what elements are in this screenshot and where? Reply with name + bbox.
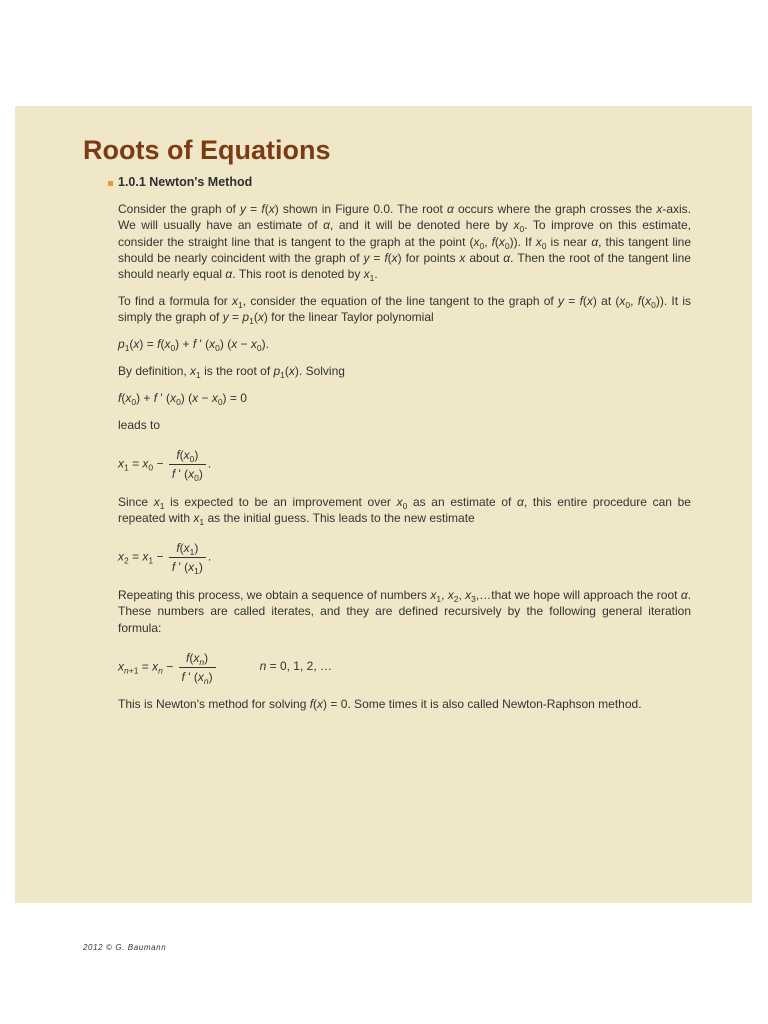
math-variable: x <box>193 511 200 526</box>
math-variable: x <box>188 560 195 575</box>
text-run: By definition, <box>118 364 191 379</box>
text-run: ) at ( <box>592 294 620 309</box>
text-run: ( <box>313 697 318 712</box>
text-run: is the root of <box>200 364 274 379</box>
section-body <box>118 201 691 723</box>
square-bullet-icon <box>108 181 113 186</box>
subscript: 0 <box>176 397 181 408</box>
math-variable: α <box>323 218 330 233</box>
math-variable: n <box>259 659 267 674</box>
math-variable: x <box>118 457 124 472</box>
subscript: 3 <box>471 594 476 605</box>
display-equation <box>118 537 691 576</box>
text-run: = <box>128 457 143 472</box>
text-run: This is Newton's method for solving <box>118 697 310 712</box>
text-run: − <box>162 659 177 674</box>
math-variable: x <box>231 337 238 352</box>
math-variable: p <box>242 310 250 325</box>
subscript: 1 <box>124 343 130 354</box>
subscript: 2 <box>453 594 459 605</box>
page-title: Roots of Equations <box>83 135 331 165</box>
text-run: ( <box>494 234 499 249</box>
math-variable: x <box>197 669 204 684</box>
subscript: 1 <box>189 547 195 558</box>
text-run: ) + <box>136 391 154 406</box>
text-run: ) <box>198 467 203 482</box>
text-run: leads to <box>118 418 161 433</box>
text-run: Since <box>118 495 154 510</box>
text-run: ) <box>204 650 209 665</box>
math-variable: y <box>222 310 229 325</box>
text-run: ) <box>208 669 213 684</box>
fraction-denominator <box>179 668 216 684</box>
text-run: ) <box>198 560 203 575</box>
notebook-section-panel <box>15 106 752 903</box>
subscript: 0 <box>194 473 199 484</box>
math-variable: p <box>273 364 281 379</box>
text-run: ( <box>253 310 258 325</box>
subscript: +1 <box>128 665 139 676</box>
math-variable: x <box>391 250 398 265</box>
math-variable-subscript: n <box>203 675 209 686</box>
math-variable: f <box>176 448 180 463</box>
fraction-numerator <box>169 448 206 465</box>
text-run: − <box>237 337 251 352</box>
text-run: ( <box>129 337 134 352</box>
display-equation <box>118 444 691 483</box>
math-variable: p <box>118 337 125 352</box>
subscript: 0 <box>625 300 631 311</box>
math-variable: x <box>447 588 454 603</box>
math-variable: x <box>152 659 159 674</box>
subscript: 0 <box>541 240 547 251</box>
text-run: occurs where the graph crosses the <box>453 202 657 216</box>
math-variable: α <box>446 202 454 216</box>
body-paragraph <box>118 293 691 326</box>
math-variable: x <box>586 294 593 309</box>
math-variable: y <box>240 202 247 216</box>
section-heading <box>108 175 408 190</box>
text-run: To find a formula for <box>118 294 232 309</box>
math-variable: f <box>118 391 122 406</box>
subscript: 0 <box>170 343 176 354</box>
text-run: , <box>630 294 638 309</box>
fraction-numerator <box>179 651 216 668</box>
math-variable: f <box>309 697 314 712</box>
text-run: ) = 0 <box>222 391 247 406</box>
math-variable: f <box>579 294 583 309</box>
body-paragraph <box>118 587 691 636</box>
math-variable: x <box>513 218 520 233</box>
fraction-denominator <box>169 465 206 484</box>
subscript: 0 <box>131 397 137 408</box>
subscript: 0 <box>479 240 485 251</box>
text-run: . These numbers are called iterates, and they are defined recursively by the following general iteration formula: <box>118 588 691 635</box>
text-run: ( <box>121 391 126 406</box>
text-run: . To improve on this estimate, consider the straight line that is tangent to the graph at the point ( <box>118 218 691 249</box>
body-paragraph <box>118 201 691 282</box>
text-run: ) ( <box>219 337 232 352</box>
subscript: 1 <box>159 501 165 512</box>
fraction <box>179 651 216 684</box>
body-paragraph <box>118 494 691 527</box>
text-run: . This root is denoted by <box>232 267 364 282</box>
math-variable: f <box>261 202 265 216</box>
text-run: − <box>198 391 212 406</box>
math-variable: x <box>142 550 149 565</box>
display-equation <box>118 390 691 406</box>
subscript: 1 <box>280 370 285 381</box>
text-run: = <box>246 202 262 216</box>
math-variable: x <box>656 202 663 216</box>
text-run: . <box>207 550 212 565</box>
text-run: − <box>153 550 167 565</box>
subscript: 0 <box>256 343 262 354</box>
math-variable: x <box>396 495 403 510</box>
math-variable: x <box>288 364 295 379</box>
math-variable: x <box>363 267 370 282</box>
text-run: about <box>465 250 504 265</box>
subscript: 1 <box>148 556 154 567</box>
math-variable: f <box>181 669 185 684</box>
text-run: , this tangent line should be nearly coincident with the graph of <box>118 234 692 265</box>
text-run: , <box>441 588 448 603</box>
text-run: as the initial guess. This leads to the new estimate <box>204 511 475 526</box>
math-variable: α <box>591 234 599 249</box>
text-run: is expected to be an improvement over <box>164 495 397 510</box>
math-variable: f <box>192 337 197 352</box>
text-run: ) <box>194 541 199 556</box>
text-run: = <box>128 550 143 565</box>
math-variable: x <box>142 457 149 472</box>
fraction-numerator <box>169 541 206 558</box>
math-variable: f <box>153 391 158 406</box>
math-variable: f <box>171 467 176 482</box>
math-variable: x <box>498 234 505 249</box>
math-variable: x <box>317 697 324 712</box>
subscript: 0 <box>402 501 408 512</box>
text-run: ( <box>641 294 646 309</box>
text-run: ( <box>160 337 165 352</box>
math-variable: x <box>183 541 190 556</box>
math-variable: x <box>118 550 124 565</box>
text-run: , <box>484 234 492 249</box>
text-run: . <box>207 457 212 472</box>
math-variable: x <box>164 337 171 352</box>
text-run: ). Solving <box>294 364 345 379</box>
section-heading-label: 1.0.1 Newton's Method <box>118 175 253 189</box>
text-run: ' ( <box>157 391 171 406</box>
text-run: ' ( <box>196 337 210 352</box>
text-run: , consider the equation of the line tangent to the graph of <box>242 294 559 309</box>
math-variable-subscript: n <box>124 665 129 676</box>
subscript: 1 <box>199 517 205 528</box>
text-run: ) for the linear Taylor polynomial <box>263 310 434 325</box>
text-run: Repeating this process, we obtain a sequence of numbers <box>118 588 431 603</box>
text-run: ( <box>189 650 194 665</box>
subscript: 1 <box>194 566 199 577</box>
text-run: ' ( <box>184 669 198 684</box>
text-run: ) ( <box>180 391 193 406</box>
math-variable: x <box>125 391 132 406</box>
fraction-denominator <box>169 558 206 577</box>
text-run: ) shown in Figure 0.0. The root <box>274 202 447 216</box>
math-variable: x <box>193 650 200 665</box>
copyright-footer: 2012 © G. Baumann <box>83 943 167 952</box>
subscript: 1 <box>436 594 442 605</box>
body-paragraph <box>118 417 691 433</box>
subscript: 1 <box>124 463 129 474</box>
math-variable: x <box>190 364 197 379</box>
math-variable: x <box>183 448 190 463</box>
math-variable: α <box>517 495 524 510</box>
math-variable: x <box>430 588 437 603</box>
subscript: 0 <box>217 397 223 408</box>
text-run: ) = <box>139 337 158 352</box>
subscript: 1 <box>249 316 254 327</box>
math-variable: f <box>637 294 642 309</box>
text-run: = 0, 1, 2, … <box>266 659 332 674</box>
math-variable: α <box>680 588 688 603</box>
body-paragraph <box>118 363 691 379</box>
body-paragraph <box>118 696 691 712</box>
text-run: . Then the root of the tangent line should nearly equal <box>118 250 691 282</box>
math-variable: x <box>192 391 199 406</box>
math-variable: x <box>170 391 177 406</box>
text-run: ) <box>194 448 199 463</box>
text-run: , and it will be denoted here by <box>329 218 514 233</box>
display-equation <box>118 647 691 686</box>
subscript: 0 <box>189 454 195 465</box>
math-variable-subscript: n <box>199 656 205 667</box>
math-variable: y <box>363 250 370 265</box>
text-run: as an estimate of <box>407 495 518 510</box>
text-run: )). If <box>509 234 536 249</box>
text-run: ( <box>582 294 587 309</box>
text-run: , this entire procedure can be repeated with <box>118 495 691 526</box>
text-run: ( <box>264 202 269 216</box>
math-variable: x <box>133 337 140 352</box>
math-variable: x <box>459 250 466 265</box>
text-run: is near <box>546 234 592 249</box>
text-run: = <box>564 294 580 309</box>
text-run: )). It is simply the graph of <box>118 294 692 325</box>
math-variable: x <box>209 337 216 352</box>
math-variable: α <box>503 250 511 265</box>
math-variable: x <box>268 202 275 216</box>
text-run: . <box>374 267 378 282</box>
text-run: ) + <box>175 337 193 352</box>
text-run: ( <box>179 541 184 556</box>
fraction <box>169 541 206 577</box>
math-variable: x <box>465 588 472 603</box>
subscript: 0 <box>504 240 510 251</box>
math-variable: x <box>211 391 218 406</box>
text-run: -axis. We will usually have an estimate of <box>118 202 692 233</box>
math-variable: x <box>257 310 264 325</box>
math-variable: f <box>157 337 161 352</box>
math-variable-subscript: n <box>158 665 163 676</box>
subscript: 1 <box>369 273 375 284</box>
math-variable: f <box>176 541 180 556</box>
text-run: ( <box>387 250 392 265</box>
text-run: ,…that we hope will approach the root <box>475 588 681 603</box>
text-run: = <box>369 250 385 265</box>
text-run: ). <box>261 337 269 352</box>
math-variable: f <box>186 650 190 665</box>
subscript: 0 <box>651 300 656 311</box>
math-variable: f <box>384 250 388 265</box>
display-equation <box>118 336 691 352</box>
fraction <box>169 448 206 484</box>
math-variable: x <box>535 234 542 249</box>
equation-condition <box>260 658 332 674</box>
text-run: ' ( <box>175 467 189 482</box>
math-variable: α <box>225 267 233 282</box>
subscript: 0 <box>215 343 220 354</box>
subscript: 1 <box>238 300 243 311</box>
text-run: ) for points <box>397 250 460 265</box>
text-run: = <box>228 310 243 325</box>
text-run: − <box>153 457 167 472</box>
text-run: ) = 0. Some times it is also called Newton-Raphson method. <box>323 697 642 712</box>
subscript: 0 <box>519 224 525 235</box>
math-variable: x <box>188 467 195 482</box>
math-variable: x <box>250 337 257 352</box>
math-variable: x <box>232 294 238 309</box>
math-variable: y <box>558 294 565 309</box>
subscript: 1 <box>196 370 201 381</box>
subscript: 2 <box>124 556 129 567</box>
math-variable: x <box>645 294 652 309</box>
math-variable: f <box>171 560 176 575</box>
text-run: Consider the graph of <box>118 202 241 216</box>
math-variable: x <box>619 294 626 309</box>
math-variable: x <box>118 659 124 674</box>
math-variable: f <box>491 234 495 249</box>
text-run: ( <box>179 448 184 463</box>
text-run: , <box>458 588 466 603</box>
text-run: ' ( <box>175 560 189 575</box>
text-run: = <box>138 659 153 674</box>
text-run: ( <box>284 364 289 379</box>
subscript: 0 <box>148 463 154 474</box>
math-variable: x <box>473 234 480 249</box>
math-variable: x <box>153 495 160 510</box>
